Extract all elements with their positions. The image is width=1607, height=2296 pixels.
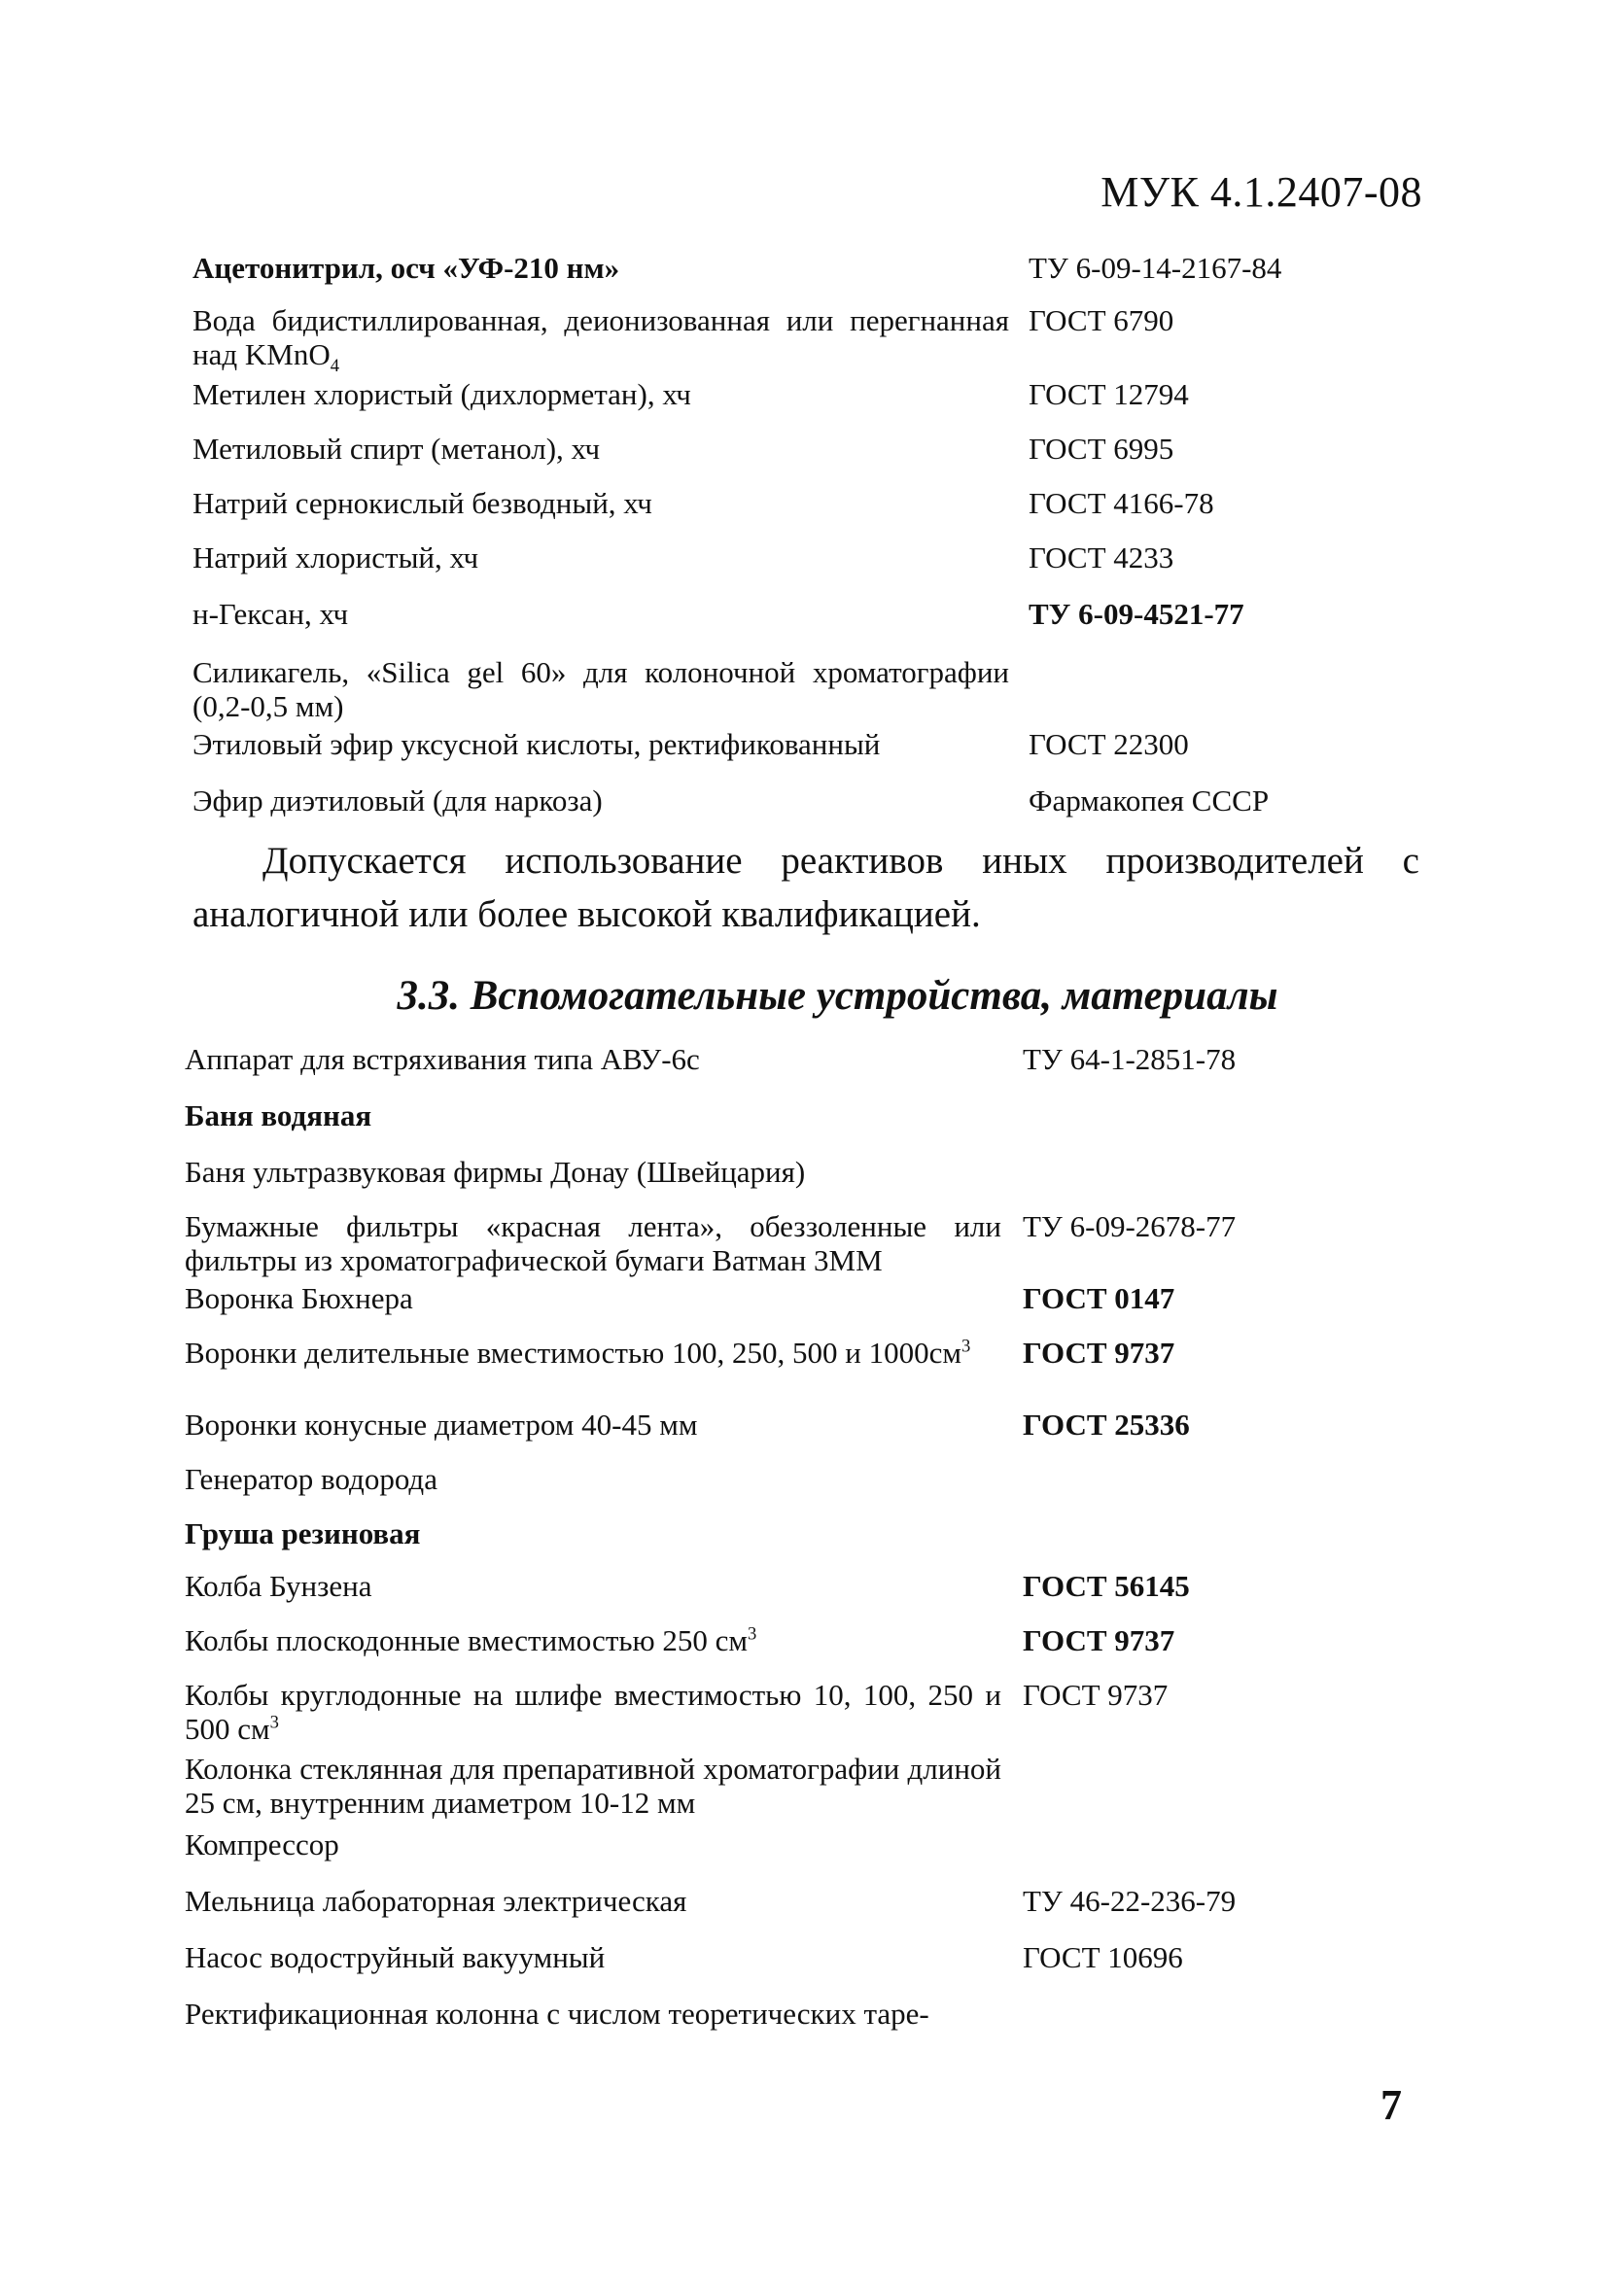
reagent-name: Натрий сернокислый безводный, хч <box>192 486 652 520</box>
reagent-name: Эфир диэтиловый (для наркоза) <box>192 783 603 818</box>
equipment-name: Ректификационная колонна с числом теоретических таре- <box>185 1997 929 2031</box>
page-number: 7 <box>1380 2081 1402 2129</box>
equipment-name: Колбы круглодонные на шлифе вместимостью 10, 100, 250 и 500 $см^3$ <box>185 1678 1001 1746</box>
equipment-name: Генератор водорода <box>185 1462 437 1496</box>
document-code: МУК 4.1.2407-08 <box>1100 168 1422 216</box>
reagent-name: Вода бидистиллированная, деионизованная или перегнанная над KMnO$_4$ <box>192 303 1009 377</box>
reagent-standard: ТУ 6-09-14-2167-84 <box>1029 251 1282 285</box>
reagent-name: Метилен хлористый (дихлорметан), хч <box>192 377 691 411</box>
equipment-standard: ГОСТ 9737 <box>1023 1678 1169 1712</box>
reagent-name: Этиловый эфир уксусной кислоты, ректификованный <box>192 727 881 761</box>
reagent-standard: ГОСТ 4233 <box>1029 540 1174 574</box>
reagent-standard: ГОСТ 6995 <box>1029 432 1174 466</box>
equipment-name: Мельница лабораторная электрическая <box>185 1884 687 1918</box>
equipment-standard: ТУ 6-09-2678-77 <box>1023 1209 1237 1243</box>
equipment-standard: ТУ 46-22-236-79 <box>1023 1884 1237 1918</box>
equipment-standard: ГОСТ 9737 <box>1023 1623 1175 1657</box>
equipment-name: Воронка Бюхнера <box>185 1281 413 1315</box>
equipment-name: Компрессор <box>185 1827 339 1861</box>
equipment-name: Колонка стеклянная для препаративной хроматографии длиной 25 см, внутренним диаметром 10-12 мм <box>185 1752 1001 1820</box>
equipment-name: Воронки делительные вместимостью 100, 250, 500 и $1000см^3$ <box>185 1336 971 1370</box>
equipment-name: Баня ультразвуковая фирмы Донау (Швейцария) <box>185 1155 806 1189</box>
note-paragraph: Допускается использование реактивов иных производителей с аналогичной или более высокой квалификацией. <box>192 840 1419 935</box>
equipment-name: Баня водяная <box>185 1098 372 1132</box>
equipment-name: Колба Бунзена <box>185 1569 372 1603</box>
equipment-standard: ГОСТ 10696 <box>1023 1940 1183 1974</box>
reagent-name: Ацетонитрил, осч «УФ-210 нм» <box>192 251 620 285</box>
section-heading: 3.3. Вспомогательные устройства, материалы <box>397 973 1278 1019</box>
equipment-name: Груша резиновая <box>185 1516 421 1550</box>
equipment-standard: ГОСТ 56145 <box>1023 1569 1190 1603</box>
equipment-name: Колбы плоскодонные вместимостью 250 $см^3$ <box>185 1623 757 1657</box>
reagent-name: н-Гексан, хч <box>192 597 349 631</box>
equipment-name: Бумажные фильтры «красная лента», обеззоленные или фильтры из хроматографической бумаги Ватман 3ММ <box>185 1209 1001 1277</box>
equipment-name: Насос водоструйный вакуумный <box>185 1940 606 1974</box>
reagent-standard: ГОСТ 6790 <box>1029 303 1174 337</box>
equipment-name: Аппарат для встряхивания типа АВУ-6с <box>185 1042 700 1076</box>
equipment-standard: ТУ 64-1-2851-78 <box>1023 1042 1237 1076</box>
reagent-standard: ГОСТ 4166-78 <box>1029 486 1214 520</box>
reagent-standard: ГОСТ 22300 <box>1029 727 1189 761</box>
reagent-standard: ТУ 6-09-4521-77 <box>1029 597 1244 631</box>
equipment-standard: ГОСТ 9737 <box>1023 1336 1175 1370</box>
reagent-standard: Фармакопея СССР <box>1029 783 1270 818</box>
reagent-name: Натрий хлористый, хч <box>192 540 479 574</box>
equipment-standard: ГОСТ 25336 <box>1023 1408 1190 1442</box>
reagent-standard: ГОСТ 12794 <box>1029 377 1189 411</box>
reagent-name: Силикагель, «Silica gel 60» для колоночной хроматографии (0,2-0,5 мм) <box>192 655 1009 723</box>
equipment-name: Воронки конусные диаметром 40-45 мм <box>185 1408 698 1442</box>
reagent-name: Метиловый спирт (метанол), хч <box>192 432 601 466</box>
equipment-standard: ГОСТ 0147 <box>1023 1281 1175 1315</box>
